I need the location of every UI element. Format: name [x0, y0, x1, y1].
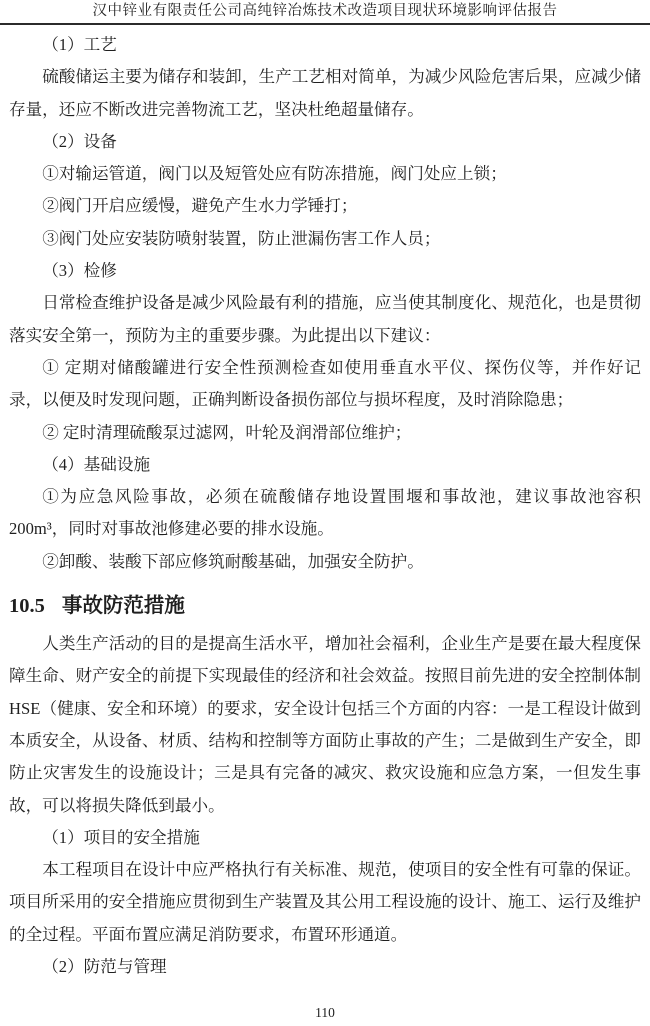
section-title: 事故防范措施 — [61, 595, 185, 618]
section-heading — [9, 591, 641, 621]
list-item: ①对输运管道，阀门以及短管处应有防冻措施，阀门处应上锁； — [42, 164, 507, 184]
paragraph: 日常检查维护设备是减少风险最有利的措施，应当使其制度化、规范化，也是贯彻落实安全第一，预防为主的重要步骤。为此提出以下建议： — [9, 293, 641, 345]
page-footer — [0, 1006, 650, 1020]
list-item: ① 定期对储酸罐进行安全性预测检查如使用垂直水平仪、探伤仪等，并作好记录，以便及时发现问题，正确判断设备损伤部位与损坏程度，及时消除隐患； — [9, 357, 641, 410]
sub-heading-safety-measures: （1）项目的安全措施 — [42, 827, 200, 847]
paragraph: 硫酸储运主要为储存和装卸，生产工艺相对简单，为减少风险危害后果，应减少储存量，还应不断改进完善物流工艺，坚决杜绝超量储存。 — [9, 67, 641, 119]
section-number: 10.5 — [9, 595, 45, 618]
paragraph: 本工程项目在设计中应严格执行有关标准、规范，使项目的安全性有可靠的保证。项目所采用的安全措施应贯彻到生产装置及其公用工程设施的设计、施工、运行及维护的全过程。平面布置应满足消防要求，布置环形通道。 — [9, 860, 641, 944]
sub-heading-infrastructure: （4）基础设施 — [42, 454, 151, 474]
running-header-title: 汉中锌业有限责任公司高纯锌冶炼技术改造项目现状环境影响评估报告 — [92, 3, 558, 19]
sub-heading-equipment: （2）设备 — [42, 131, 117, 151]
list-item: ② 定时清理硫酸泵过滤网，叶轮及润滑部位维护； — [42, 422, 412, 442]
list-item: ①为应急风险事故，必须在硫酸储存地设置围堰和事故池，建议事故池容积 200m³，同时对事故池修建必要的排水设施。 — [9, 487, 641, 539]
paragraph: 人类生产活动的目的是提高生活水平，增加社会福利，企业生产是要在最大程度保障生命、财产安全的前提下实现最佳的经济和社会效益。按照目前先进的安全控制体制HSE（健康、安全和环境）的要求，安全设计包括三个方面的内容：一是工程设计做到本质安全，从设备、材质、结构和控制等方面防止事故的产生；二是做到生产安全，即防止灾害发生的设施设计；三是具有完备的减灾、救灾设施和应急方案，一但发生事故，可以将损失降低到最小。 — [9, 634, 641, 815]
sub-heading-prevention-management: （2）防范与管理 — [42, 957, 167, 977]
sub-heading-maintenance: （3）检修 — [42, 261, 117, 281]
list-item: ③阀门处应安装防喷射装置，防止泄漏伤害工作人员； — [42, 228, 441, 248]
page-header — [0, 0, 650, 25]
sub-heading-process: （1）工艺 — [42, 35, 117, 54]
document-body — [0, 25, 650, 983]
list-item: ②卸酸、装酸下部应修筑耐酸基础，加强安全防护。 — [42, 551, 424, 571]
list-item: ②阀门开启应缓慢，避免产生水力学锤打； — [42, 196, 358, 216]
page-number: 110 — [315, 1005, 335, 1020]
